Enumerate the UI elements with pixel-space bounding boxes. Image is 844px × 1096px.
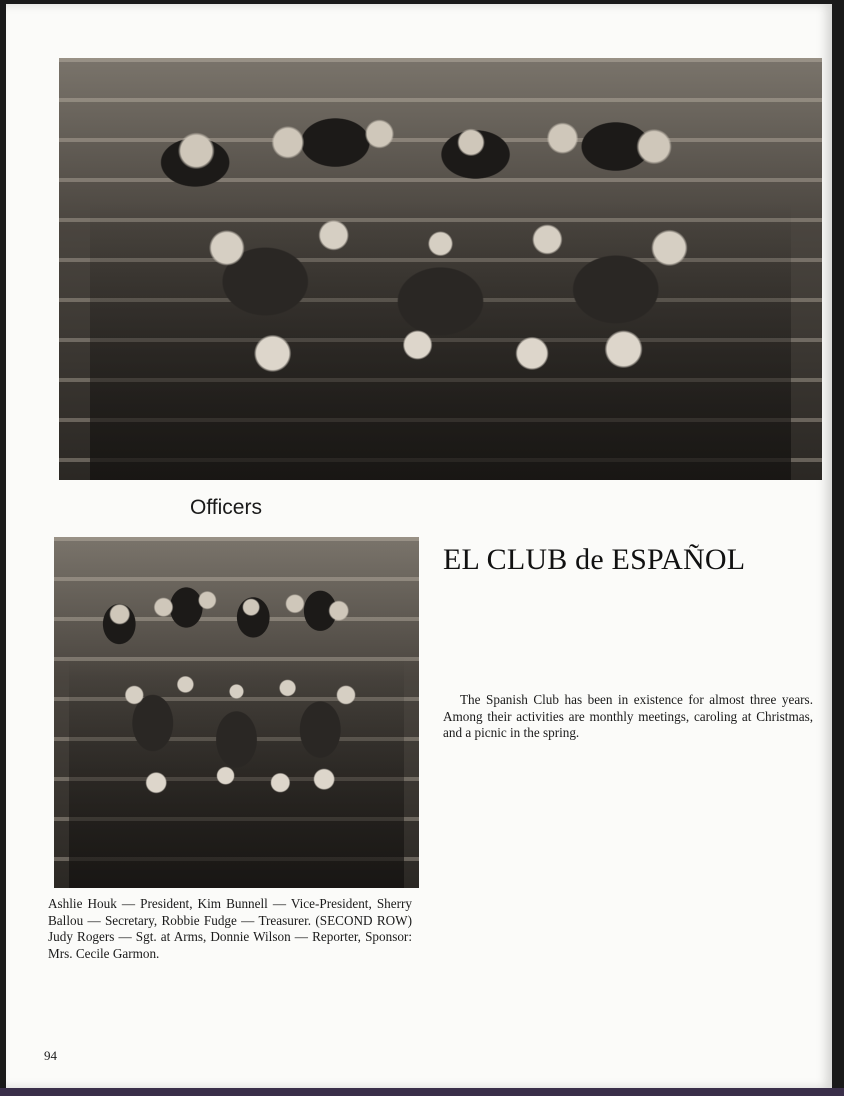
- page-number: 94: [44, 1048, 57, 1063]
- member-faces: [59, 58, 822, 480]
- officer-faces: [54, 537, 419, 888]
- officers-caption: Ashlie Houk — President, Kim Bunnell — Vice-President, Sherry Ballou — Secretary, Robbie Fudge — Treasurer. (SECOND ROW) Judy Rogers — Sgt. at Arms, Donnie Wilson — Reporter, Sponsor: Mrs. Cecile Garmon.: [48, 896, 412, 961]
- club-description: The Spanish Club has been in existence for almost three years. Among their activities are monthly meetings, caroling at Christmas, and a picnic in the spring.: [443, 692, 813, 740]
- officers-label: Officers: [190, 496, 262, 519]
- officers-photo: [54, 537, 419, 888]
- page-edge: [0, 1088, 844, 1096]
- page-title: EL CLUB de ESPAÑOL: [443, 543, 746, 576]
- group-photo: [59, 58, 822, 480]
